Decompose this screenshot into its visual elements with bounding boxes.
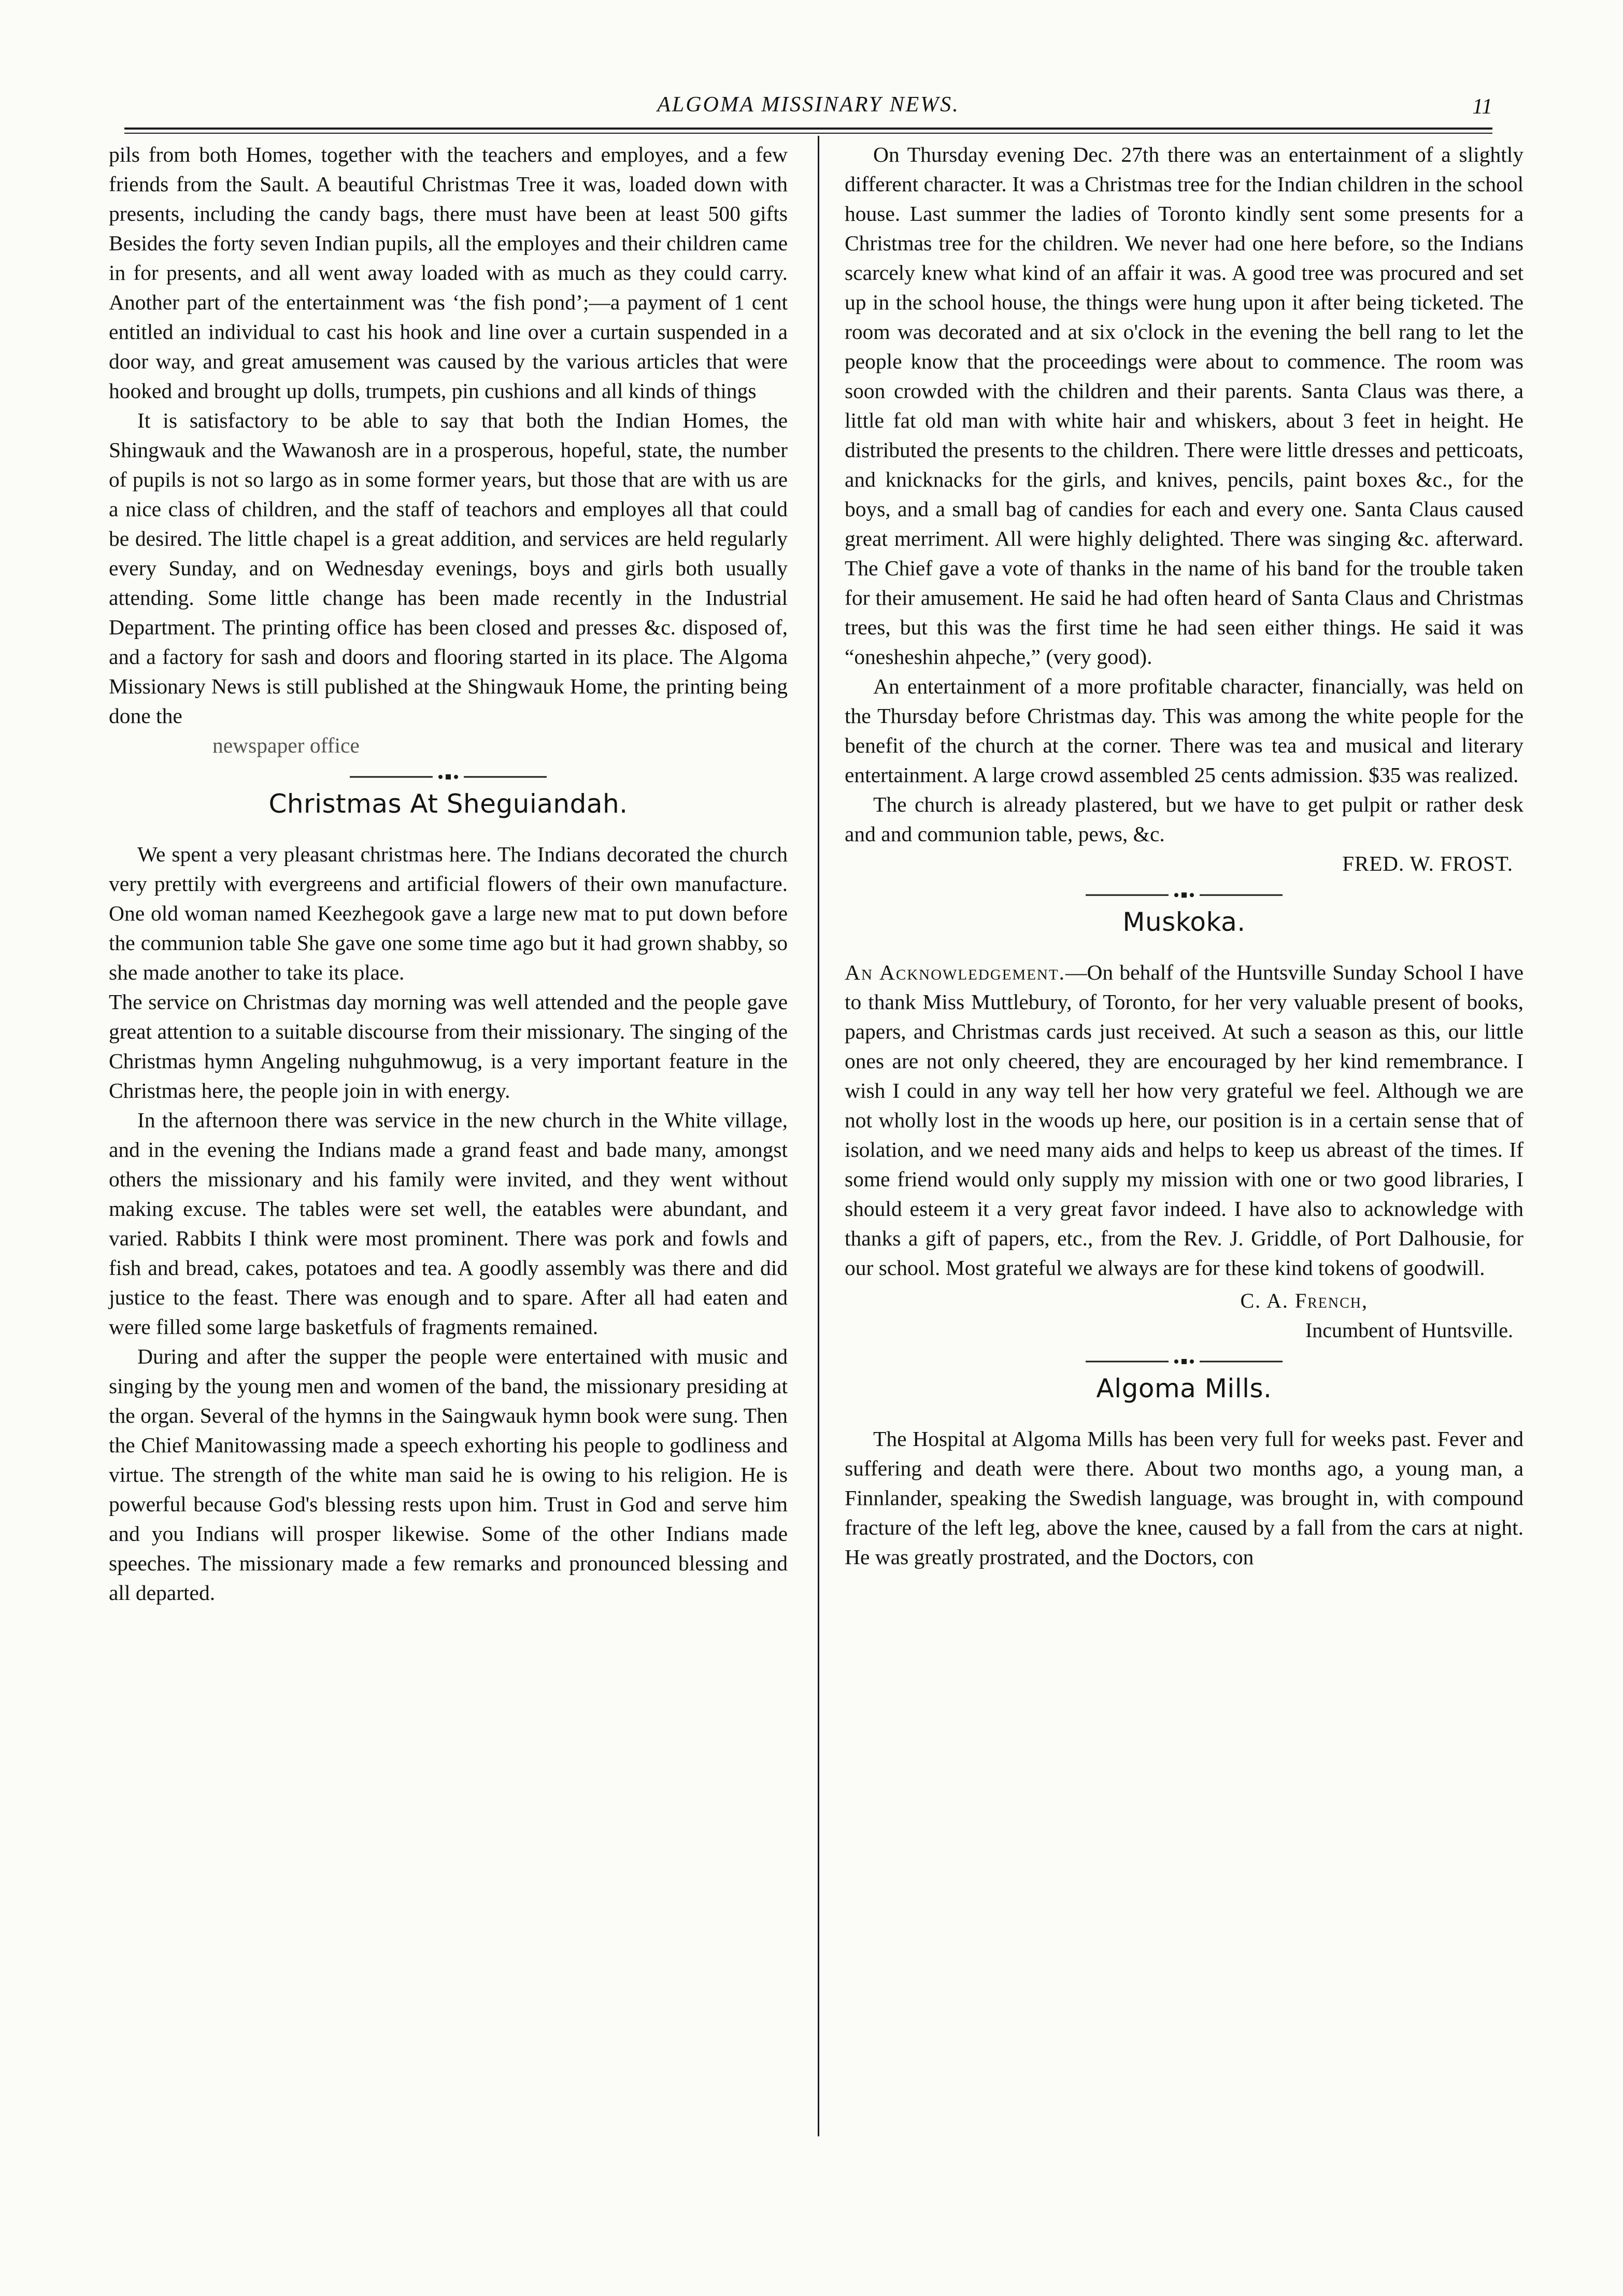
header-rule-thin <box>124 133 1492 134</box>
article-paragraph: The Hospital at Algoma Mills has been very full for weeks past. Fever and suffering and death were there. About two months ago, a young man, a Finnlander, speaking the Swedish language, was brought in, with compound fracture of the left leg, above the knee, caused by a fall from the cars at night. He was greatly prostrated, and the Doctors, con <box>845 1427 1524 1569</box>
running-head <box>124 92 1492 129</box>
masthead-title: ALGOMA MISSINARY NEWS. <box>657 93 960 117</box>
header-rule-thick <box>124 127 1492 130</box>
article-paragraph: The service on Christmas day morning was well attended and the people gave great attention to a suitable discourse from their missionary. The singing of the Christmas hymn Angeling nuhguhmowug, is a very important feature in the Christmas here, the people join in with energy. <box>109 990 788 1102</box>
section-heading-sheguiandah: Christmas At Sheguiandah. <box>268 789 628 819</box>
article-paragraph: On Thursday evening Dec. 27th there was an entertainment of a slightly different character. It was a Christmas tree for the Indian children in the school house. Last summer the ladies of Toronto kindly sent some presents for a Christmas tree for the children. We never had one here before, so the Indians scarcely knew what kind of an affair it was. A good tree was procured and set up in the school house, the things were hung upon it after being ticketed. The room was decorated and at six o'clock in the evening the bell rang to let the people know that the proceedings were about to commence. The room was soon crowded with the children and their parents. Santa Claus was there, a little fat old man with white hair and whiskers, about 3 feet in height. He distributed the presents to the children. There were little dresses and petticoats, and knicknacks for the girls, and knives, pencils, paint boxes &c., for the boys, and a small bag of candies for each and every one. Santa Claus caused great merriment. All were highly delighted. There was singing &c. afterward. The Chief gave a vote of thanks in the name of his band for the trouble taken for their amusement. He said he had often heard of Santa Claus and Christmas trees, but this was the first time he had seen either things. He said it was “onesheshin ahpeche,” (very good). <box>845 143 1524 669</box>
ornamental-divider <box>1086 890 1283 900</box>
acknowledgement-text: —On behalf of the Huntsville Sunday School I have to thank Miss Muttlebury, of Toronto, for her very valuable present of books, papers, and Christmas cards just received. At such a season as this, our little ones are not only cheered, they are encouraged by her kind remembrance. I wish I could in any way tell her how very grateful we feel. Although we are not wholly lost in the woods up here, our position is in a certain sense that of isolation, and we need many aids and helps to keep us abreast of the times. If some friend would only supply my mission with one or two good libraries, I should esteem it a very great favor indeed. I have also to acknowledge with thanks a gift of papers, etc., from the Rev. J. Griddle, of Port Dalhousie, for our school. Most grateful we always are for these kind tokens of goodwill. <box>845 960 1524 1280</box>
signature-frost: FRED. W. FROST. <box>1342 852 1513 875</box>
article-paragraph: We spent a very pleasant christmas here. The Indians decorated the church very prettily with evergreens and artificial flowers of their own manufacture. One old woman named Keezhegook gave a large new mat to put down before the communion table She gave one some time ago but it had grown shabby, so she made another to take its place. <box>109 842 788 984</box>
section-heading-algoma-mills: Algoma Mills. <box>1096 1373 1272 1404</box>
section-heading-muskoka: Muskoka. <box>1122 907 1246 937</box>
right-column <box>845 140 1524 1572</box>
article-paragraph: It is satisfactory to be able to say that both the Indian Homes, the Shingwauk and the Wawanosh are in a prosperous, hopeful, state, the number of pupils is not so largo as in some former years, but those that are with us are a nice class of children, and the staff of teachors and employes all that could be desired. The little chapel is a great addition, and services are held regularly every Sunday, and on Wednesday evenings, boys and girls both usually attending. Some little change has been made recently in the Industrial Department. The printing office has been closed and presses &c. disposed of, and a factory for sash and doors and flooring started in its place. The Algoma Missionary News is still published at the Shingwauk Home, the printing being done the <box>109 408 788 728</box>
article-paragraph: pils from both Homes, together with the teachers and employes, and a few friends from the Sault. A beautiful Christmas Tree it was, loaded down with presents, including the candy bags, there must have been at least 500 gifts Besides the forty seven Indian pupils, all the employes and their children came in for presents, and all went away loaded with as much as they could carry. Another part of the entertainment was ‘the fish pond’;—a payment of 1 cent entitled an individual to cast his hook and line over a curtain suspended in a door way, and great amusement was caused by the various articles that were hooked and brought up dolls, trumpets, pin cushions and all kinds of things <box>109 143 788 403</box>
article-paragraph-tail: newspaper office <box>212 733 360 757</box>
left-column <box>109 140 788 1608</box>
article-paragraph: During and after the supper the people were entertained with music and singing by the young men and women of the band, the missionary presiding at the organ. Several of the hymns in the Saingwauk hymn book were sung. Then the Chief Manitowassing made a speech exhorting his people to godliness and virtue. The strength of the white man said he is owing to his religion. He is powerful because God's blessing rests upon him. Trust in God and serve him and you Indians will prosper likewise. Some of the other Indians made speeches. The missionary made a few remarks and pronounced blessing and all departed. <box>109 1344 788 1605</box>
article-paragraph: In the afternoon there was service in the new church in the White village, and in the evening the Indians made a grand feast and bade many, amongst others the missionary and his family were invited, and they went without making excuse. The tables were set well, the eatables were abundant, and varied. Rabbits I think were most prominent. There was pork and fowls and fish and bread, cakes, potatoes and tea. A goodly assembly was there and did justice to the feast. There was enough and to spare. After all had eaten and were filled some large basketfuls of fragments remained. <box>109 1108 788 1339</box>
article-paragraph: The church is already plastered, but we have to get pulpit or rather desk and and communion table, pews, &c. <box>845 792 1524 846</box>
article-paragraph: An entertainment of a more profitable character, financially, was held on the Thursday before Christmas day. This was among the white people for the benefit of the church at the corner. There was tea and musical and literary entertainment. A large crowd assembled 25 cents admission. $35 was realized. <box>845 674 1524 787</box>
acknowledgement-label: An Acknowledgement. <box>845 960 1065 984</box>
ornamental-divider <box>350 772 547 782</box>
column-divider <box>818 136 819 2136</box>
acknowledgement-paragraph <box>845 958 1524 1283</box>
ornamental-divider <box>1086 1356 1283 1367</box>
page-number: 11 <box>1472 95 1492 119</box>
signature-french-name: C. A. French, <box>1240 1289 1368 1312</box>
signature-french-title: Incumbent of Huntsville. <box>1305 1319 1513 1342</box>
